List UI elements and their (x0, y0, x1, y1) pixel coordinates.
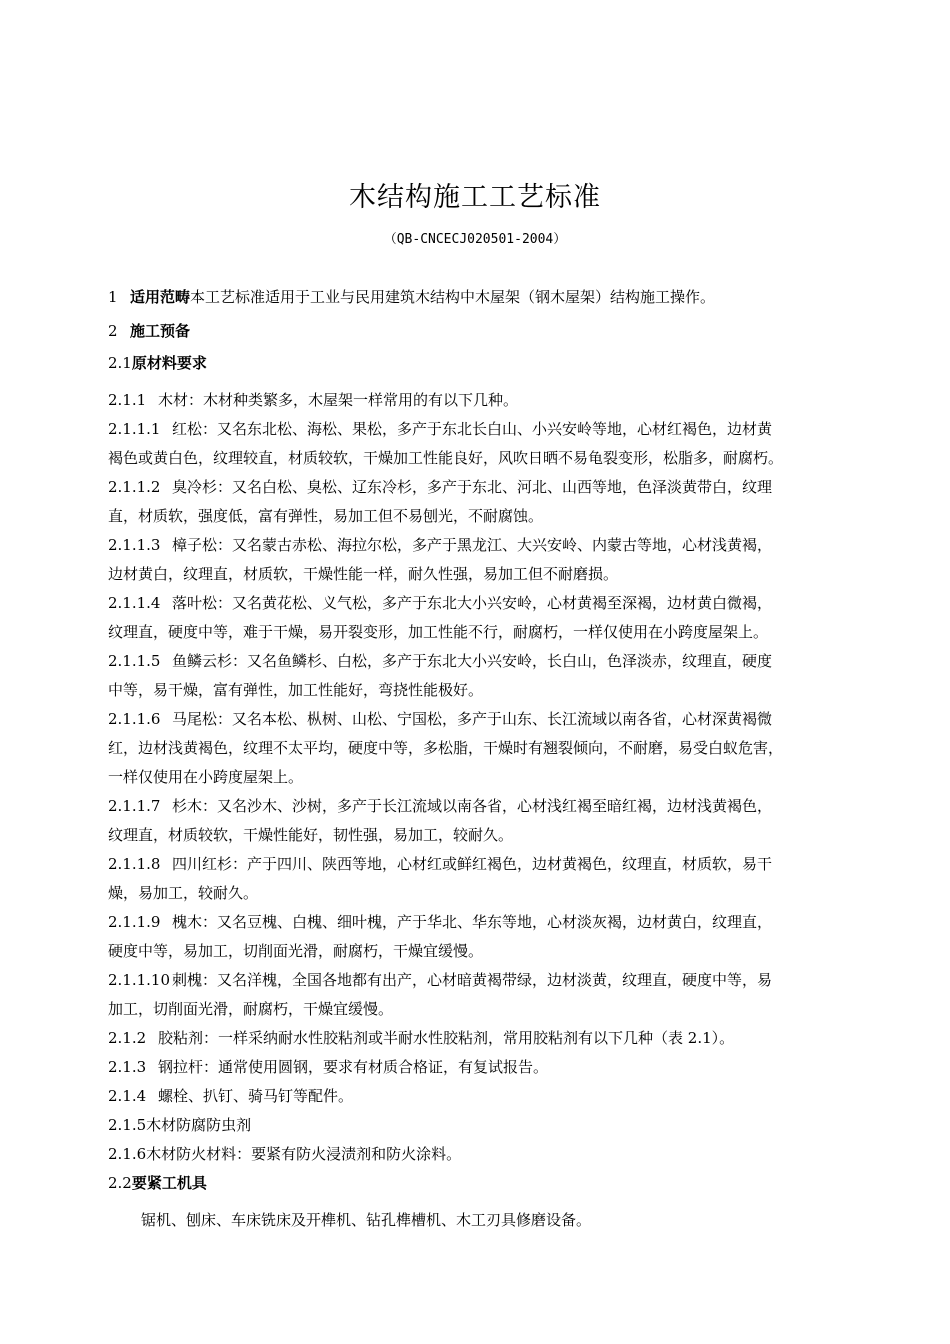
item-continuation: 硬度中等，易加工，切削面光滑，耐腐朽，干燥宜缓慢。 (108, 942, 484, 960)
item-text: 樟子松：又名蒙古赤松、海拉尔松，多产于黑龙江、大兴安岭、内蒙古等地，心材浅黄褐， (172, 536, 773, 554)
item-continuation: 加工，切削面光滑，耐腐朽，干燥宜缓慢。 (108, 1000, 394, 1018)
item-text: 杉木：又名沙木、沙树，多产于长江流域以南各省，心材浅红褐至暗红褐，边材浅黄褐色， (172, 797, 773, 815)
item-text: 落叶松：又名黄花松、义气松，多产于东北大小兴安岭，心材黄褐至深褐，边材黄白微褐， (172, 594, 773, 612)
item-number: 2.1.3 (108, 1058, 147, 1076)
section-2-2 (108, 1172, 868, 1194)
item-continuation: 燥，易加工，较耐久。 (108, 884, 259, 902)
item-number: 2.1.1 (108, 391, 147, 409)
item-text: 胶粘剂：一样采纳耐水性胶粘剂或半耐水性胶粘剂，常用胶粘剂有以下几种（表 2.1）。 (158, 1029, 735, 1047)
item-number: 2.1.1.10 (108, 971, 171, 989)
section-1 (108, 286, 868, 308)
section-number: 1 (108, 288, 118, 306)
item-number: 2.1.1.3 (108, 536, 161, 554)
item-2-1-1-1 (108, 418, 868, 440)
standard-code: （QB-CNCECJ020501-2004） (383, 232, 567, 247)
item-number: 2.1.6 (108, 1145, 147, 1163)
item-number: 2.1.4 (108, 1087, 147, 1105)
section-text: 本工艺标准适用于工业与民用建筑木结构中木屋架（钢木屋架）结构施工操作。 (190, 288, 716, 306)
item-2-1-3 (108, 1056, 868, 1078)
item-text: 木材防腐防虫剂 (146, 1116, 252, 1134)
section-2-1 (108, 352, 868, 374)
section-2 (108, 320, 868, 342)
section-heading: 原材料要求 (131, 354, 207, 372)
item-2-1-1-9 (108, 911, 868, 933)
item-number: 2.1.1.6 (108, 710, 161, 728)
item-2-1-1-3 (108, 534, 868, 556)
section-number: 2.1 (108, 354, 132, 372)
item-text: 槐木：又名豆槐、白槐、细叶槐，产于华北、华东等地，心材淡灰褐，边材黄白，纹理直， (172, 913, 773, 931)
section-heading: 施工预备 (130, 322, 191, 340)
item-text: 螺栓、扒钉、骑马钉等配件。 (158, 1087, 354, 1105)
item-text: 鱼鳞云杉：又名鱼鳞杉、白松，多产于东北大小兴安岭，长白山，色泽淡赤，纹理直，硬度 (172, 652, 773, 670)
item-2-1-1 (108, 389, 868, 411)
item-number: 2.1.1.2 (108, 478, 161, 496)
item-number: 2.1.2 (108, 1029, 147, 1047)
item-2-1-1-6 (108, 708, 868, 730)
item-number: 2.1.1.9 (108, 913, 161, 931)
item-number: 2.1.1.5 (108, 652, 161, 670)
section-number: 2.2 (108, 1174, 132, 1192)
item-continuation: 褐色或黄白色，纹理较直，材质较软，干燥加工性能良好，风吹日晒不易龟裂变形，松脂多，耐腐朽。 (108, 449, 784, 467)
item-continuation: 直，材质软，强度低，富有弹性，易加工但不易刨光，不耐腐蚀。 (108, 507, 544, 525)
item-text: 四川红杉：产于四川、陕西等地，心材红或鲜红褐色，边材黄褐色，纹理直，材质软，易干 (172, 855, 773, 873)
item-continuation: 一样仅使用在小跨度屋架上。 (108, 768, 304, 786)
item-text: 木材防火材料：要紧有防火浸渍剂和防火涂料。 (146, 1145, 462, 1163)
item-text: 红松：又名东北松、海松、果松，多产于东北长白山、小兴安岭等地，心材红褐色，边材黄 (172, 420, 773, 438)
item-number: 2.1.1.7 (108, 797, 161, 815)
item-text: 钢拉杆：通常使用圆钢，要求有材质合格证，有复试报告。 (158, 1058, 549, 1076)
item-continuation: 纹理直，材质较软，干燥性能好，韧性强，易加工，较耐久。 (108, 826, 514, 844)
item-2-1-1-7 (108, 795, 868, 817)
item-2-1-1-2 (108, 476, 868, 498)
tools-paragraph: 锯机、刨床、车床铣床及开榫机、钻孔榫槽机、木工刃具修磨设备。 (141, 1211, 592, 1229)
item-2-1-1-5 (108, 650, 868, 672)
item-2-1-1-8 (108, 853, 868, 875)
item-text: 臭冷杉：又名白松、臭松、辽东冷杉，多产于东北、河北、山西等地，色泽淡黄带白，纹理 (172, 478, 773, 496)
document-title: 木结构施工工艺标准 (349, 182, 601, 213)
item-2-1-1-10 (108, 969, 868, 991)
item-continuation: 中等，易干燥，富有弹性，加工性能好，弯挠性能极好。 (108, 681, 484, 699)
item-2-1-1-4 (108, 592, 868, 614)
item-number: 2.1.5 (108, 1116, 147, 1134)
item-text: 马尾松：又名本松、枞树、山松、宁国松，多产于山东、长江流域以南各省，心材深黄褐微 (172, 710, 773, 728)
item-text: 刺槐：又名洋槐，全国各地都有出产，心材暗黄褐带绿，边材淡黄，纹理直，硬度中等，易 (172, 971, 773, 989)
item-2-1-5 (108, 1114, 868, 1136)
item-number: 2.1.1.1 (108, 420, 161, 438)
item-continuation: 边材黄白，纹理直，材质软，干燥性能一样，耐久性强，易加工但不耐磨损。 (108, 565, 619, 583)
item-2-1-2 (108, 1027, 868, 1049)
item-2-1-4 (108, 1085, 868, 1107)
item-continuation: 纹理直，硬度中等，难于干燥，易开裂变形，加工性能不行，耐腐朽，一样仅使用在小跨度屋架上。 (108, 623, 769, 641)
item-number: 2.1.1.4 (108, 594, 161, 612)
item-number: 2.1.1.8 (108, 855, 161, 873)
item-text: 木材：木材种类繁多，木屋架一样常用的有以下几种。 (158, 391, 519, 409)
item-2-1-6 (108, 1143, 868, 1165)
section-heading: 适用范畴 (130, 288, 191, 306)
section-heading: 要紧工机具 (131, 1174, 207, 1192)
item-continuation: 红，边材浅黄褐色，纹理不太平均，硬度中等，多松脂，干燥时有翘裂倾向，不耐磨，易受白蚁危害， (108, 739, 784, 757)
section-number: 2 (108, 322, 118, 340)
